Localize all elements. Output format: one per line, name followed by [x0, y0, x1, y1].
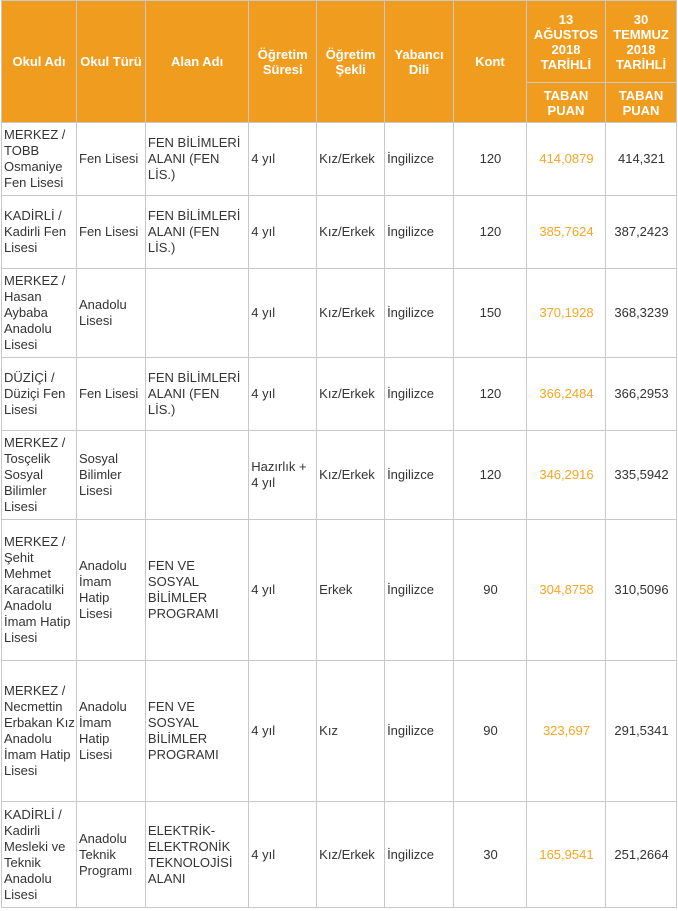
- cell-jul-taban-puan: 387,2423: [605, 196, 676, 269]
- cell-jul-taban-puan: 291,5341: [605, 661, 676, 802]
- cell-ogretim-suresi: 4 yıl: [249, 196, 317, 269]
- table-row: [2, 802, 677, 908]
- cell-kont: 30: [453, 802, 526, 908]
- cell-jul-taban-puan: 414,321: [605, 123, 676, 196]
- cell-jul-taban-puan: 335,5942: [605, 431, 676, 520]
- cell-okul-adi: MERKEZ / TOBB Osmaniye Fen Lisesi: [2, 123, 77, 196]
- cell-kont: 120: [453, 196, 526, 269]
- cell-aug-taban-puan: 323,697: [526, 661, 605, 802]
- cell-aug-taban-puan: 414,0879: [526, 123, 605, 196]
- table-row: [2, 269, 677, 358]
- cell-ogretim-sekli: Erkek: [317, 520, 385, 661]
- header-aug-date: 13 AĞUSTOS 2018 TARİHLİ: [526, 1, 605, 83]
- cell-okul-turu: Fen Lisesi: [77, 123, 146, 196]
- cell-okul-turu: Anadolu İmam Hatip Lisesi: [77, 520, 146, 661]
- cell-okul-turu: Sosyal Bilimler Lisesi: [77, 431, 146, 520]
- cell-kont: 90: [453, 520, 526, 661]
- cell-okul-adi: DÜZİÇİ / Düziçi Fen Lisesi: [2, 358, 77, 431]
- cell-yabanci-dili: İngilizce: [385, 196, 454, 269]
- cell-ogretim-sekli: Kız: [317, 661, 385, 802]
- cell-ogretim-sekli: Kız/Erkek: [317, 123, 385, 196]
- header-kont: Kont: [453, 1, 526, 123]
- cell-okul-turu: Anadolu İmam Hatip Lisesi: [77, 661, 146, 802]
- cell-yabanci-dili: İngilizce: [385, 269, 454, 358]
- school-scores-table: [1, 0, 677, 908]
- cell-okul-adi: MERKEZ / Hasan Aybaba Anadolu Lisesi: [2, 269, 77, 358]
- cell-aug-taban-puan: 346,2916: [526, 431, 605, 520]
- cell-aug-taban-puan: 366,2484: [526, 358, 605, 431]
- cell-kont: 90: [453, 661, 526, 802]
- cell-kont: 120: [453, 358, 526, 431]
- cell-ogretim-suresi: 4 yıl: [249, 661, 317, 802]
- cell-ogretim-suresi: 4 yıl: [249, 358, 317, 431]
- cell-okul-adi: MERKEZ / Şehit Mehmet Karacatilki Anadolu İmam Hatip Lisesi: [2, 520, 77, 661]
- cell-aug-taban-puan: 385,7624: [526, 196, 605, 269]
- cell-okul-adi: MERKEZ / Tosçelik Sosyal Bilimler Lisesi: [2, 431, 77, 520]
- cell-okul-turu: Fen Lisesi: [77, 358, 146, 431]
- cell-okul-adi: MERKEZ / Necmettin Erbakan Kız Anadolu İmam Hatip Lisesi: [2, 661, 77, 802]
- cell-alan-adi: FEN BİLİMLERİ ALANI (FEN LİS.): [145, 123, 248, 196]
- cell-alan-adi: [145, 269, 248, 358]
- cell-ogretim-sekli: Kız/Erkek: [317, 269, 385, 358]
- cell-kont: 120: [453, 123, 526, 196]
- cell-ogretim-suresi: Hazırlık + 4 yıl: [249, 431, 317, 520]
- header-ogretim-suresi: Öğretim Süresi: [249, 1, 317, 123]
- cell-ogretim-suresi: 4 yıl: [249, 123, 317, 196]
- cell-ogretim-sekli: Kız/Erkek: [317, 431, 385, 520]
- cell-alan-adi: ELEKTRİK-ELEKTRONİK TEKNOLOJİSİ ALANI: [145, 802, 248, 908]
- cell-jul-taban-puan: 368,3239: [605, 269, 676, 358]
- cell-jul-taban-puan: 310,5096: [605, 520, 676, 661]
- cell-aug-taban-puan: 165,9541: [526, 802, 605, 908]
- cell-yabanci-dili: İngilizce: [385, 520, 454, 661]
- cell-kont: 150: [453, 269, 526, 358]
- table-row: [2, 123, 677, 196]
- cell-okul-turu: Anadolu Lisesi: [77, 269, 146, 358]
- cell-jul-taban-puan: 366,2953: [605, 358, 676, 431]
- cell-aug-taban-puan: 370,1928: [526, 269, 605, 358]
- header-okul-turu: Okul Türü: [77, 1, 146, 123]
- header-jul-taban-puan: TABAN PUAN: [605, 83, 676, 123]
- table-row: [2, 661, 677, 802]
- cell-alan-adi: [145, 431, 248, 520]
- table-row: [2, 196, 677, 269]
- header-aug-taban-puan: TABAN PUAN: [526, 83, 605, 123]
- cell-alan-adi: FEN BİLİMLERİ ALANI (FEN LİS.): [145, 196, 248, 269]
- cell-alan-adi: FEN VE SOSYAL BİLİMLER PROGRAMI: [145, 520, 248, 661]
- cell-alan-adi: FEN VE SOSYAL BİLİMLER PROGRAMI: [145, 661, 248, 802]
- cell-kont: 120: [453, 431, 526, 520]
- cell-aug-taban-puan: 304,8758: [526, 520, 605, 661]
- table-row: [2, 520, 677, 661]
- cell-ogretim-sekli: Kız/Erkek: [317, 358, 385, 431]
- cell-ogretim-suresi: 4 yıl: [249, 269, 317, 358]
- cell-yabanci-dili: İngilizce: [385, 358, 454, 431]
- cell-alan-adi: FEN BİLİMLERİ ALANI (FEN LİS.): [145, 358, 248, 431]
- cell-okul-turu: Fen Lisesi: [77, 196, 146, 269]
- table-row: [2, 358, 677, 431]
- header-jul-date: 30 TEMMUZ 2018 TARİHLİ: [605, 1, 676, 83]
- cell-ogretim-suresi: 4 yıl: [249, 802, 317, 908]
- header-alan-adi: Alan Adı: [145, 1, 248, 123]
- header-ogretim-sekli: Öğretim Şekli: [317, 1, 385, 123]
- cell-ogretim-suresi: 4 yıl: [249, 520, 317, 661]
- cell-yabanci-dili: İngilizce: [385, 431, 454, 520]
- cell-ogretim-sekli: Kız/Erkek: [317, 196, 385, 269]
- header-yabanci-dili: Yabancı Dili: [385, 1, 454, 123]
- cell-yabanci-dili: İngilizce: [385, 661, 454, 802]
- cell-okul-adi: KADİRLİ / Kadirli Mesleki ve Teknik Anadolu Lisesi: [2, 802, 77, 908]
- cell-ogretim-sekli: Kız/Erkek: [317, 802, 385, 908]
- cell-jul-taban-puan: 251,2664: [605, 802, 676, 908]
- header-okul-adi: Okul Adı: [2, 1, 77, 123]
- cell-okul-turu: Anadolu Teknik Programı: [77, 802, 146, 908]
- cell-yabanci-dili: İngilizce: [385, 802, 454, 908]
- table-row: [2, 431, 677, 520]
- cell-yabanci-dili: İngilizce: [385, 123, 454, 196]
- cell-okul-adi: KADİRLİ / Kadirli Fen Lisesi: [2, 196, 77, 269]
